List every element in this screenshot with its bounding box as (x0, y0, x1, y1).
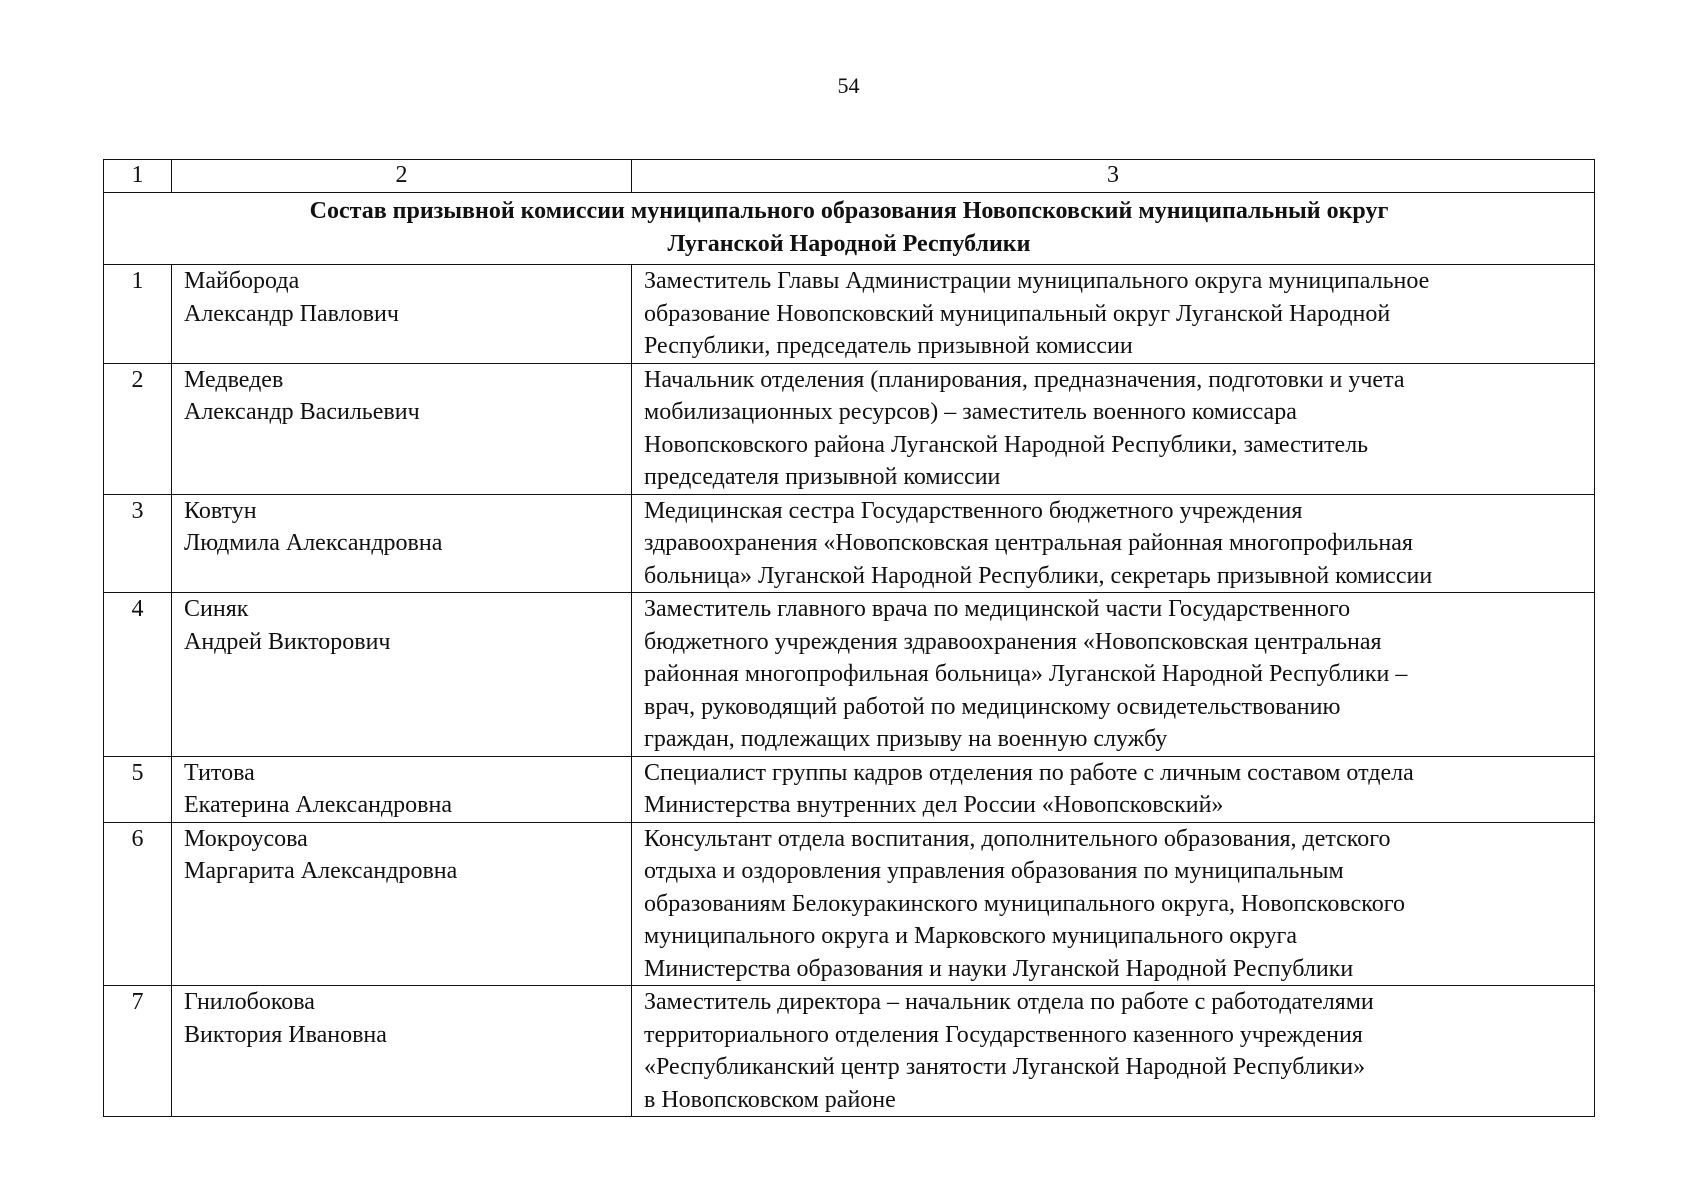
position-line: Министерства внутренних дел России «Новопсковский» (644, 792, 1224, 818)
member-position (632, 363, 1595, 494)
position-line: Новопсковского района Луганской Народной Республики, заместитель (644, 431, 1369, 458)
table-row (104, 363, 1595, 494)
table-row (104, 494, 1595, 593)
position-line: Специалист группы кадров отделения по работе с личным составом отдела (644, 759, 1414, 786)
section-title-line-2: Луганской Народной Республики (667, 230, 1031, 257)
position-line: муниципального округа и Марковского муниципального округа (644, 923, 1298, 949)
member-name (172, 494, 632, 593)
member-position (632, 986, 1595, 1117)
member-name (172, 756, 632, 822)
member-surname: Майборода (184, 268, 300, 294)
page-number: 54 (837, 73, 860, 98)
column-number-1: 1 (104, 160, 172, 193)
position-line: образование Новопсковский муниципальный округ Луганской Народной (644, 300, 1391, 327)
column-number-row (104, 160, 1595, 193)
member-given-names: Александр Павлович (184, 300, 399, 327)
row-number: 1 (104, 265, 172, 364)
position-line: территориального отделения Государственного казенного учреждения (644, 1021, 1363, 1048)
position-line: отдыха и оздоровления управления образования по муниципальным (644, 858, 1344, 884)
member-given-names: Людмила Александровна (184, 530, 443, 556)
member-position (632, 822, 1595, 986)
position-line: Министерства образования и науки Луганской Народной Республики (644, 955, 1354, 982)
position-line: Медицинская сестра Государственного бюджетного учреждения (644, 497, 1303, 524)
member-surname: Ковтун (184, 497, 257, 524)
position-line: районная многопрофильная больница» Луганской Народной Республики – (644, 661, 1408, 687)
member-position (632, 593, 1595, 757)
position-line: бюджетного учреждения здравоохранения «Новопсковская центральная (644, 628, 1382, 655)
table-row (104, 756, 1595, 822)
row-number: 5 (104, 756, 172, 822)
member-given-names: Маргарита Александровна (184, 858, 458, 884)
position-line: Заместитель директора – начальник отдела по работе с работодателями (644, 989, 1374, 1015)
table-row (104, 822, 1595, 986)
position-line: «Республиканский центр занятости Луганской Народной Республики» (644, 1054, 1366, 1080)
member-surname: Гнилобокова (184, 989, 315, 1015)
row-number: 4 (104, 593, 172, 757)
member-name (172, 822, 632, 986)
member-given-names: Екатерина Александровна (184, 792, 452, 818)
column-number-3: 3 (632, 160, 1595, 193)
position-line: образованиям Белокуракинского муниципального округа, Новопсковского (644, 890, 1405, 917)
position-line: больница» Луганской Народной Республики, секретарь призывной комиссии (644, 562, 1433, 589)
member-name (172, 986, 632, 1117)
member-position (632, 494, 1595, 593)
column-number-2: 2 (172, 160, 632, 193)
position-line: Республики, председатель призывной комиссии (644, 333, 1133, 359)
member-surname: Мокроусова (184, 825, 308, 852)
row-number: 7 (104, 986, 172, 1117)
table-row (104, 265, 1595, 364)
position-line: председателя призывной комиссии (644, 464, 1001, 490)
member-given-names: Андрей Викторович (184, 628, 391, 655)
row-number: 6 (104, 822, 172, 986)
position-line: здравоохранения «Новопсковская центральная районная многопрофильная (644, 530, 1413, 556)
member-position (632, 756, 1595, 822)
table-row (104, 593, 1595, 757)
member-given-names: Виктория Ивановна (184, 1021, 387, 1048)
member-surname: Медведев (184, 366, 284, 393)
member-name (172, 593, 632, 757)
section-title (104, 193, 1595, 265)
member-name (172, 265, 632, 364)
member-surname: Синяк (184, 596, 249, 622)
section-title-row (104, 193, 1595, 265)
row-number: 3 (104, 494, 172, 593)
position-line: Консультант отдела воспитания, дополнительного образования, детского (644, 825, 1391, 852)
position-line: граждан, подлежащих призыву на военную службу (644, 726, 1168, 752)
position-line: Заместитель Главы Администрации муниципального округа муниципальное (644, 268, 1430, 294)
section-title-line-1: Состав призывной комиссии муниципального образования Новопсковский муниципальный округ (309, 198, 1389, 224)
position-line: в Новопсковском районе (644, 1086, 896, 1113)
row-number: 2 (104, 363, 172, 494)
member-position (632, 265, 1595, 364)
position-line: Заместитель главного врача по медицинской части Государственного (644, 596, 1351, 622)
member-given-names: Александр Васильевич (184, 399, 420, 425)
table-row (104, 986, 1595, 1117)
member-name (172, 363, 632, 494)
member-surname: Титова (184, 759, 255, 786)
position-line: мобилизационных ресурсов) – заместитель военного комиссара (644, 399, 1297, 425)
position-line: врач, руководящий работой по медицинскому освидетельствованию (644, 693, 1341, 720)
commission-table (103, 159, 1595, 1117)
position-line: Начальник отделения (планирования, предназначения, подготовки и учета (644, 366, 1405, 393)
